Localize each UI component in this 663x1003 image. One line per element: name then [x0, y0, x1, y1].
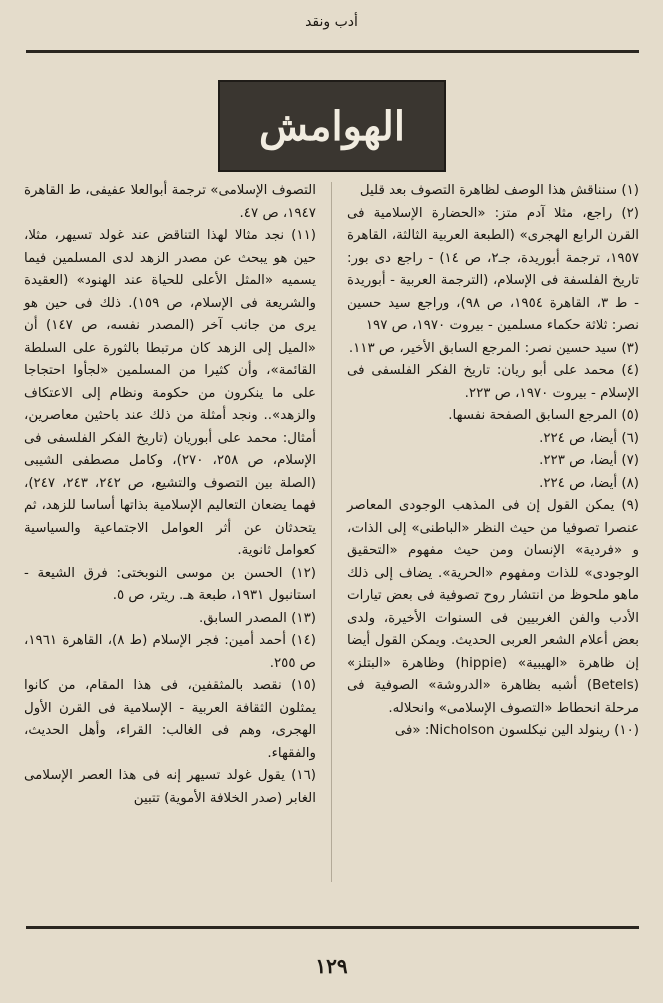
note-5: (٥) المرجع السابق الصفحة نفسها. [448, 408, 639, 423]
note-2: (٢) راجع، مثلا آدم متز: «الحضارة الإسلامية فى القرن الرابع الهجرى» (الطبعة العربية الثالثة، القاهرة ١٩٥٧، ترجمة أبوريدة، جـ٢، ص ١٤) - راجع دى بور: تاريخ الفلسفة فى الإسلام، (الترجمة العربية - أبوريدة - ط ٣، القاهرة ١٩٥٤، ص ٩٨)، وراجع سيد حسين نصر: ثلاثة حكماء مسلمين - بيروت ١٩٧٠، ص ١٩٧ [347, 205, 639, 333]
notes-column-left [24, 180, 316, 810]
bottom-rule [26, 926, 639, 929]
note-16: (١٦) يقول غولد تسيهر إنه فى هذا العصر الإسلامى الغابر (صدر الخلافة الأموية) تتبين [24, 768, 316, 806]
page-number: ١٢٩ [315, 954, 348, 978]
top-rule [26, 50, 639, 53]
note-6: (٦) أيضا، ص ٢٢٤. [539, 430, 639, 446]
note-11: (١١) نجد مثالا لهذا التناقض عند غولد تسيهر، مثلا، حين هو يبحث عن مصدر الزهد لدى المسلمين فيما يسميه «المثل الأعلى للحياة عند الهنود» (العقيدة والشريعة فى الإسلام، ص ١٥٩). ذلك فى حين هو يرى من جانب آخر (المصدر نفسه، ص ١٤٧) أن «الميل إلى الزهد كان مرتبطا بالثورة على السلطة القائمة»، وأن كثيرا من المسلمين «لجأوا احتجاجا على ما ينكرون من حكومة ونظام إلى الاعتكاف والزهد».. ونجد أمثلة من ذلك عند باحثين معاصرين، أمثال: محمد على أبوريان (تاريخ الفكر الفلسفى فى الإسلام، ص ٢٥٨، ٢٧٠)، وكامل مصطفى الشيبى (الصلة بين التصوف والتشيع، ص ٢٤٢، ٢٤٣، ٢٤٧)، فهما يضعان التعاليم الإسلامية بذاتها أساسا للزهد، ثم يتحدثان عن أثر العوامل الاجتماعية والسياسية كعوامل ثانوية. [24, 228, 316, 558]
section-title-box [218, 80, 446, 172]
note-4: (٤) محمد على أبو ريان: تاريخ الفكر الفلسفى فى الإسلام - بيروت ١٩٧٠، ص ٢٢٣. [347, 363, 639, 401]
note-14: (١٤) أحمد أمين: فجر الإسلام (ط ٨)، القاهرة ١٩٦١، ص ٢٥٥. [24, 633, 316, 671]
note-10: (١٠) رينولد الين نيكلسون Nicholson: «فى [394, 723, 639, 738]
note-12: (١٢) الحسن بن موسى النوبختى: فرق الشيعة - استانبول ١٩٣١، طبعة هـ. ريتر، ص ٥. [24, 565, 316, 603]
note-9: (٩) يمكن القول إن فى المذهب الوجودى المعاصر عنصرا تصوفيا من حيث النظر «الباطنى» إلى الذات، و «فردية» الإنسان ومن حيث مفهوم «التحقيق الوجودى» للذات ومفهوم «الحرية». يضاف إلى ذلك ماهو ملحوظ من انتشار روح تصوفية فى بعض تيارات الأدب والفن الغربيين فى السنوات الأخيرة، ولدى بعض أعلام الشعر العربى الحديث. ويمكن القول أيضا إن ظاهرة «الهيبية» (hippie) وظاهرة «البتلز» (Betels) أشبه بظاهرة «الدروشة» الصوفية فى مرحلة انحطاط «التصوف الإسلامى» وانحلاله. [347, 498, 639, 716]
column-divider [331, 182, 332, 882]
note-13: (١٣) المصدر السابق. [199, 610, 316, 626]
notes-column-right [347, 180, 639, 743]
note-8: (٨) أيضا، ص ٢٢٤. [539, 475, 639, 491]
note-3: (٣) سيد حسين نصر: المرجع السابق الأخير، ص ١١٣. [348, 340, 639, 356]
running-head: أدب ونقد [305, 14, 358, 30]
note-1: (١) سنناقش هذا الوصف لظاهرة التصوف بعد قليل [359, 183, 639, 198]
note-15: (١٥) نقصد بالمثقفين، فى هذا المقام، من كانوا يمثلون الثقافة العربية - الإسلامية فى القرن الأول الهجرى، وهم فى الغالب: القراء، وأهل الحديث، والفقهاء. [24, 678, 316, 761]
section-title: الهوامش [259, 102, 405, 150]
note-7: (٧) أيضا، ص ٢٢٣. [539, 453, 639, 468]
note-10-continued: التصوف الإسلامى» ترجمة أبوالعلا عفيفى، ط القاهرة ١٩٤٧، ص ٤٧. [24, 183, 316, 221]
